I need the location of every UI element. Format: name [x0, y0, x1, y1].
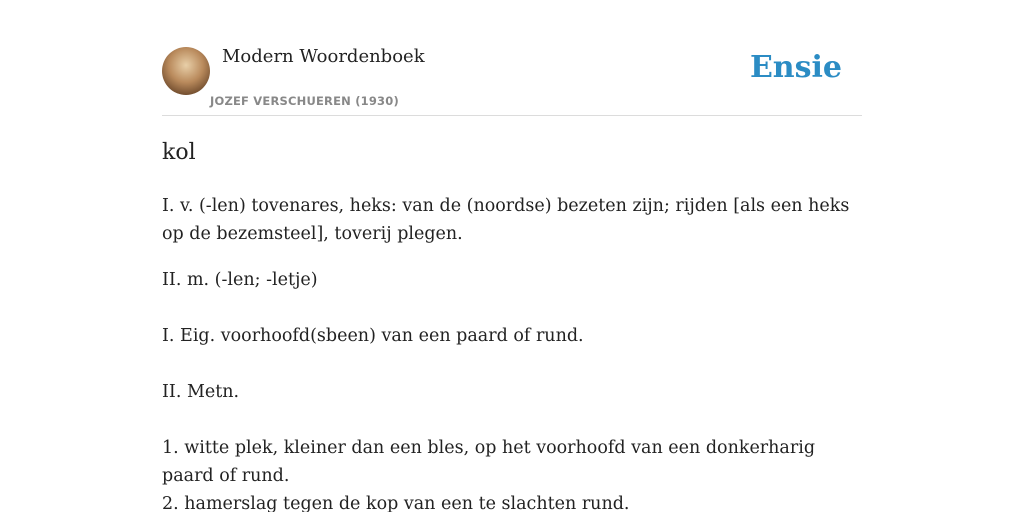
- entry-definition: [162, 192, 862, 512]
- ensie-logo[interactable]: Ensie: [749, 50, 842, 85]
- book-title[interactable]: Modern Woordenboek: [222, 46, 425, 67]
- author-avatar[interactable]: [162, 47, 210, 95]
- definition-paragraph: II. m. (-len; -letje): [162, 270, 318, 290]
- headword: kol: [162, 140, 196, 165]
- definition-paragraph: II. Metn.: [162, 382, 240, 402]
- definition-paragraph: I. Eig. voorhoofd(sbeen) van een paard of rund.: [162, 326, 584, 346]
- definition-paragraph: I. v. (-len) tovenares, heks: van de (noordse) bezeten zijn; rijden [als een heks op de bezemsteel], toverij plegen.: [162, 196, 850, 244]
- definition-paragraph: 1. witte plek, kleiner dan een bles, op het voorhoofd van een donkerharig paard of rund.: [162, 438, 816, 486]
- author-name[interactable]: JOZEF VERSCHUEREN (1930): [210, 94, 399, 108]
- definition-paragraph: 2. hamerslag tegen de kop van een te slachten rund.: [162, 494, 630, 512]
- header: [162, 0, 862, 116]
